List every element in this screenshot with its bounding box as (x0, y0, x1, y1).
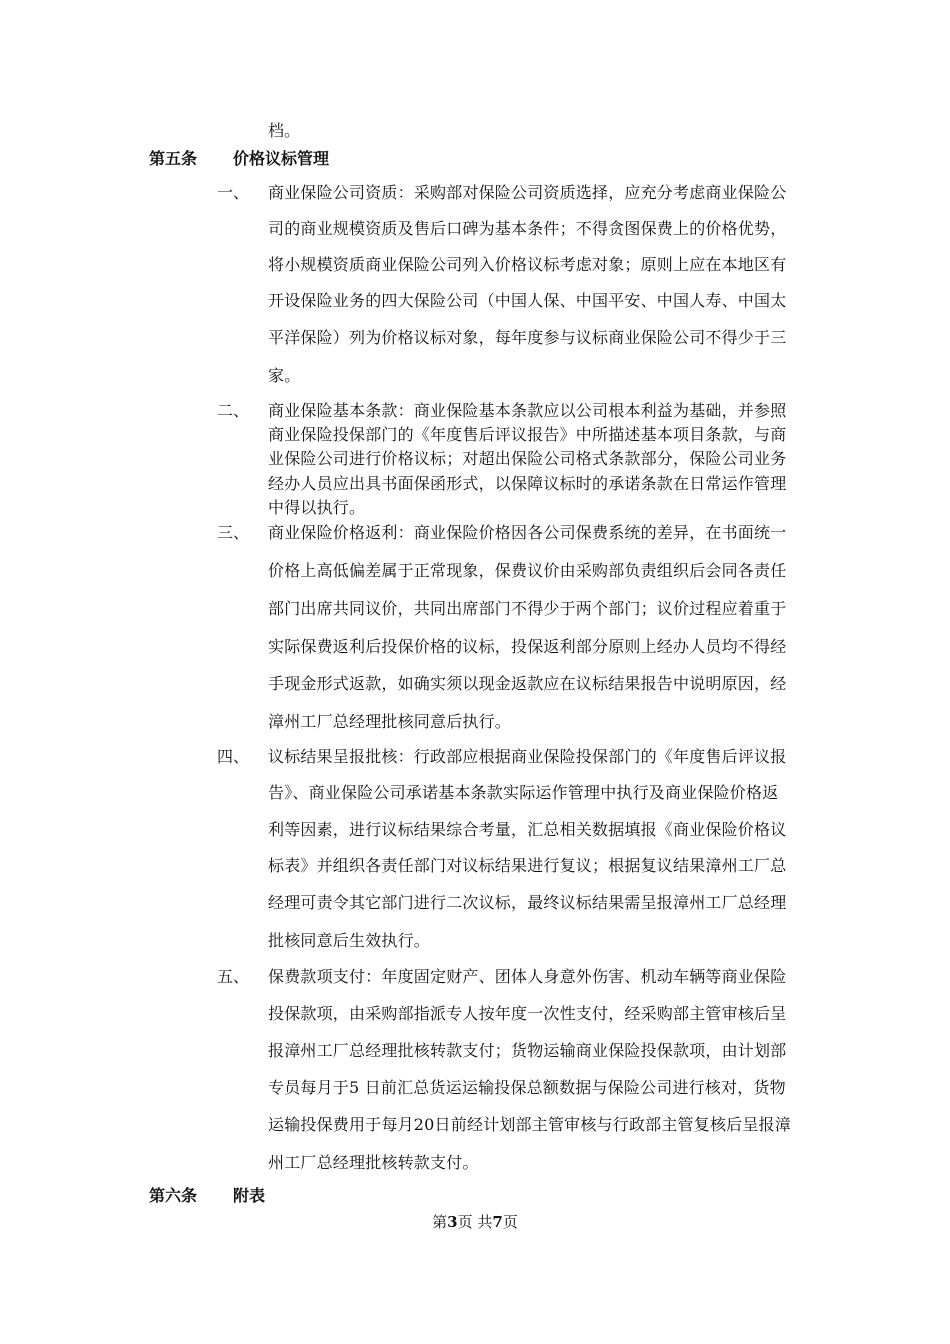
continuation-text: 档。 (268, 121, 301, 140)
item-2-number: 二、 (217, 401, 250, 420)
item-2-line: 业保险公司进行价格议标；对超出保险公司格式条款部分，保险公司业务 (268, 449, 787, 468)
item-1-line: 将小规模资质商业保险公司列入价格议标考虑对象；原则上应在本地区有 (268, 255, 787, 274)
article-5-title: 价格议标管理 (233, 149, 330, 168)
item-3-line: 商业保险价格返利：商业保险价格因各公司保费系统的差异，在书面统一 (268, 523, 787, 542)
footer-middle: 页 共 (457, 1213, 493, 1231)
item-5-line: 投保款项，由采购部指派专人按年度一次性支付，经采购部主管审核后呈 (268, 1004, 787, 1023)
item-4-line: 利等因素，进行议标结果综合考量，汇总相关数据填报《商业保险价格议 (268, 820, 787, 839)
item-4-line: 经理可责令其它部门进行二次议标，最终议标结果需呈报漳州工厂总经理 (268, 893, 787, 912)
item-1-line: 家。 (268, 366, 301, 385)
item-1-line: 开设保险业务的四大保险公司（中国人保、中国平安、中国人寿、中国太 (268, 291, 787, 310)
footer-suffix: 页 (502, 1213, 518, 1231)
item-4-number: 四、 (217, 747, 250, 766)
article-6-title: 附表 (233, 1186, 266, 1205)
item-5-line: 专员每月于5 日前汇总货运运输投保总额数据与保险公司进行核对，货物 (268, 1078, 786, 1097)
item-1-line: 商业保险公司资质：采购部对保险公司资质选择，应充分考虑商业保险公 (268, 183, 787, 202)
total-page-count: 7 (492, 1213, 503, 1231)
item-4-line: 批核同意后生效执行。 (268, 931, 431, 950)
item-5-line: 报漳州工厂总经理批核转款支付；货物运输商业保险投保款项，由计划部 (268, 1041, 787, 1060)
item-3-line: 手现金形式返款，如确实须以现金返款应在议标结果报告中说明原因，经 (268, 674, 787, 693)
item-3-line: 实际保费返利后投保价格的议标，投保返利部分原则上经办人员均不得经 (268, 637, 787, 656)
item-2-line: 商业保险投保部门的《年度售后评议报告》中所描述基本项目条款，与商 (268, 425, 787, 444)
item-2-line: 中得以执行。 (268, 498, 366, 517)
item-3-line: 价格上高低偏差属于正常现象，保费议价由采购部负责组织后会同各责任 (268, 561, 787, 580)
item-1-line: 司的商业规模资质及售后口碑为基本条件；不得贪图保费上的价格优势， (268, 219, 787, 238)
item-3-line: 漳州工厂总经理批核同意后执行。 (268, 712, 512, 731)
item-4-line: 告》、商业保险公司承诺基本条款实际运作管理中执行及商业保险价格返 (268, 783, 779, 802)
item-4-line: 标表》并组织各责任部门对议标结果进行复议；根据复议结果漳州工厂总 (268, 856, 787, 875)
item-4-line: 议标结果呈报批核：行政部应根据商业保险投保部门的《年度售后评议报 (268, 747, 787, 766)
item-1-number: 一、 (217, 183, 250, 202)
item-3-number: 三、 (217, 523, 250, 542)
article-6-number: 第六条 (149, 1186, 198, 1205)
item-5-line: 运输投保费用于每月20日前经计划部主管审核与行政部主管复核后呈报漳 (268, 1115, 791, 1134)
item-5-line: 州工厂总经理批核转款支付。 (268, 1153, 479, 1172)
article-5-number: 第五条 (149, 149, 198, 168)
item-3-line: 部门出席共同议价，共同出席部门不得少于两个部门；议价过程应着重于 (268, 599, 787, 618)
item-5-number: 五、 (217, 967, 250, 986)
current-page-number: 3 (447, 1213, 458, 1231)
footer-prefix: 第 (432, 1213, 448, 1231)
item-5-line: 保费款项支付：年度固定财产、团体人身意外伤害、机动车辆等商业保险 (268, 967, 787, 986)
item-2-line: 商业保险基本条款：商业保险基本条款应以公司根本利益为基础，并参照 (268, 401, 787, 420)
item-1-line: 平洋保险）列为价格议标对象，每年度参与议标商业保险公司不得少于三 (268, 328, 787, 347)
item-2-line: 经办人员应出具书面保函形式，以保障议标时的承诺条款在日常运作管理 (268, 474, 787, 493)
page-footer (0, 1211, 950, 1232)
